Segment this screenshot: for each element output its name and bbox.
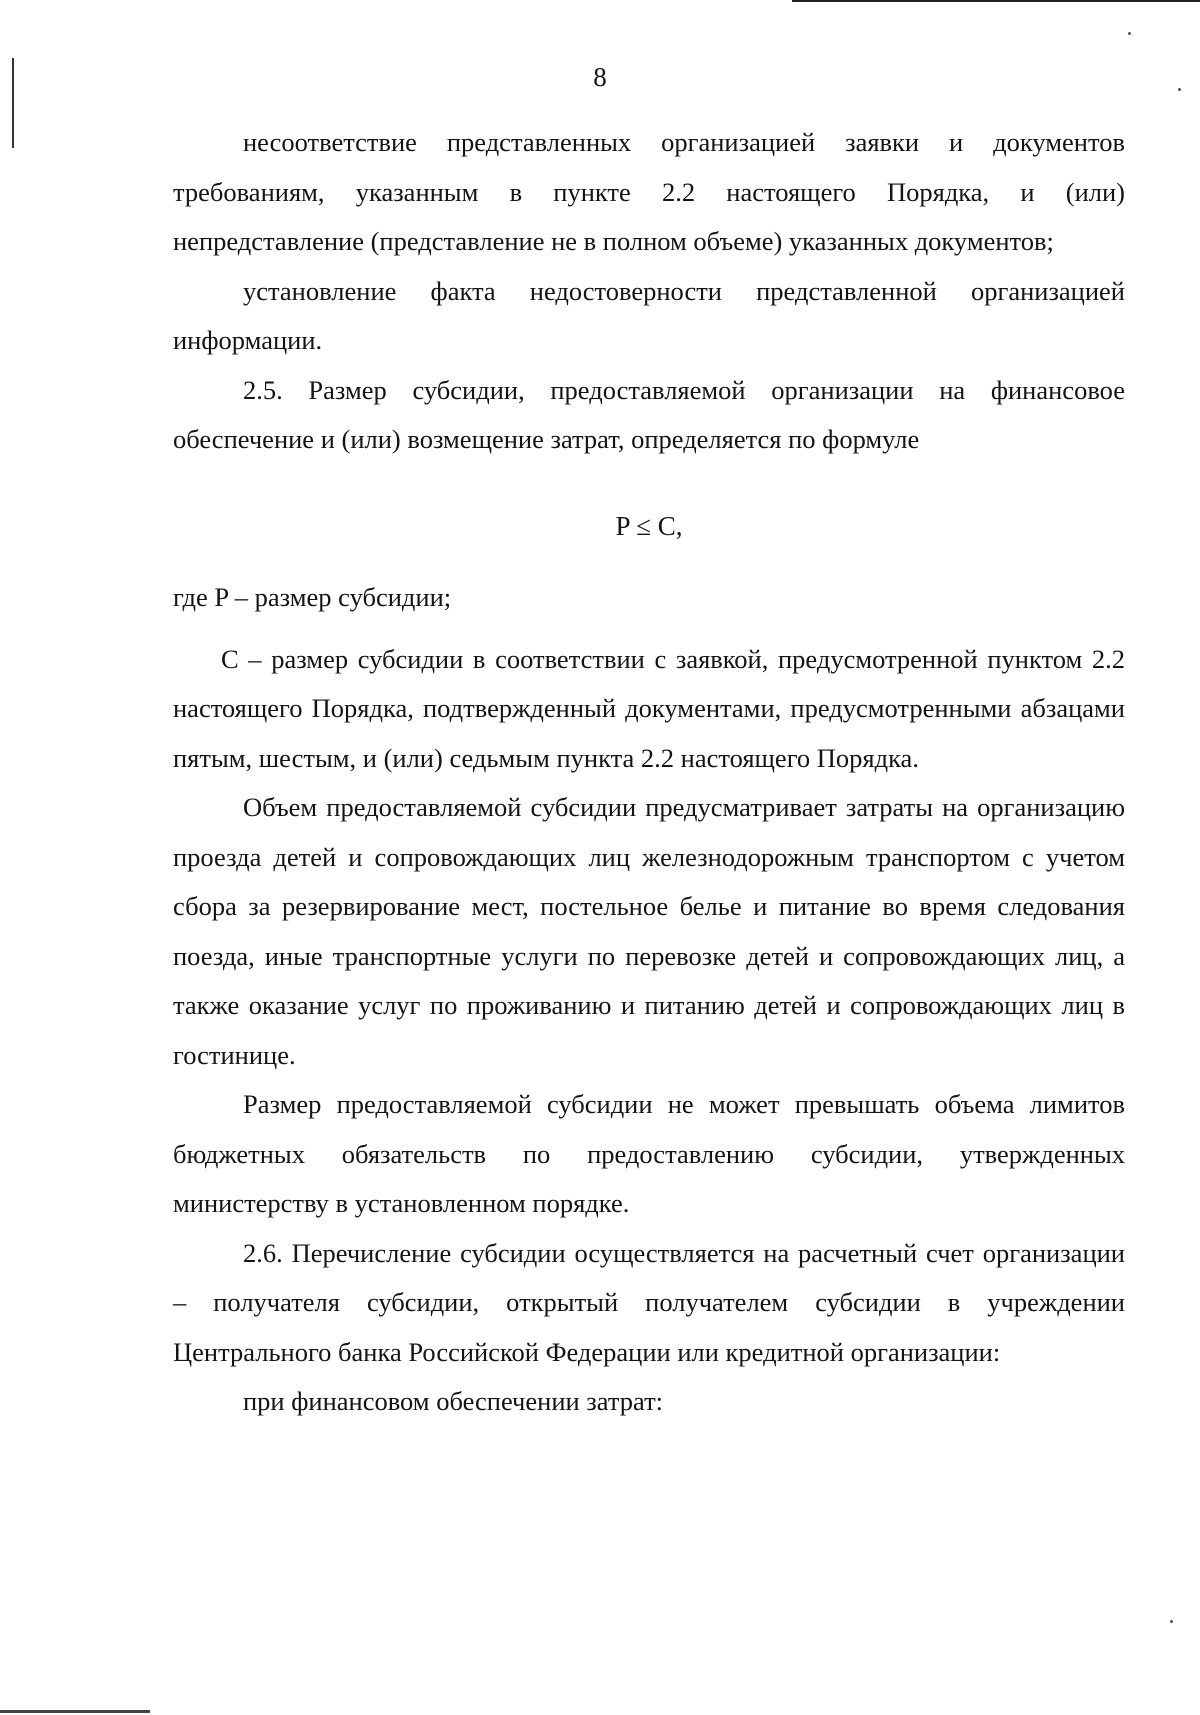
paragraph: установление факта недостоверности представленной организацией информации. (173, 275, 1125, 355)
formula: P ≤ C, (615, 510, 683, 541)
paragraph: 2.5. Размер субсидии, предоставляемой организации на финансовое обеспечение и (или) возмещение затрат, определяется по формуле (173, 374, 1125, 454)
document-body (173, 118, 1125, 1427)
paragraph: 2.6. Перечисление субсидии осуществляется на расчетный счет организации – получателя субсидии, открытый получателем субсидии в учреждении Центрального банка Российской Федерации или кредитной организации: (173, 1237, 1125, 1367)
scan-edge-mark (12, 134, 14, 148)
paragraph: Объем предоставляемой субсидии предусматривает затраты на организацию проезда детей и сопровождающих лиц железнодорожным транспортом с учетом сбора за резервирование мест, постельное белье и питание во время следования поезда, иные транспортные услуги по перевозке детей и сопровождающих лиц, а также оказание услуг по проживанию и питанию детей и сопровождающих лиц в гостинице. (173, 792, 1125, 1070)
scan-edge-mark (0, 1710, 150, 1713)
formula-c-definition: C – размер субсидии в соответствии с заявкой, предусмотренной пунктом 2.2 настоящего Порядка, подтвержденный документами, предусмотренными абзацами пятым, шестым, и (или) седьмым пункта 2.2 настоящего Порядка. (173, 643, 1125, 773)
scan-edge-mark (792, 0, 1200, 2)
paragraph: при финансовом обеспечении затрат: (243, 1386, 664, 1416)
scan-speck (1170, 1620, 1173, 1623)
page-number: 8 (593, 62, 607, 92)
paragraph: несоответствие представленных организацией заявки и документов требованиям, указанным в пункте 2.2 настоящего Порядка, и (или) непредставление (представление не в полном объеме) указанных документов; (173, 127, 1125, 256)
formula-where-line: где P – размер субсидии; (173, 582, 452, 612)
paragraph: Размер предоставляемой субсидии не может превышать объема лимитов бюджетных обязательств по предоставлению субсидии, утвержденных министерству в установленном порядке. (173, 1089, 1125, 1218)
scan-speck (1128, 32, 1131, 35)
